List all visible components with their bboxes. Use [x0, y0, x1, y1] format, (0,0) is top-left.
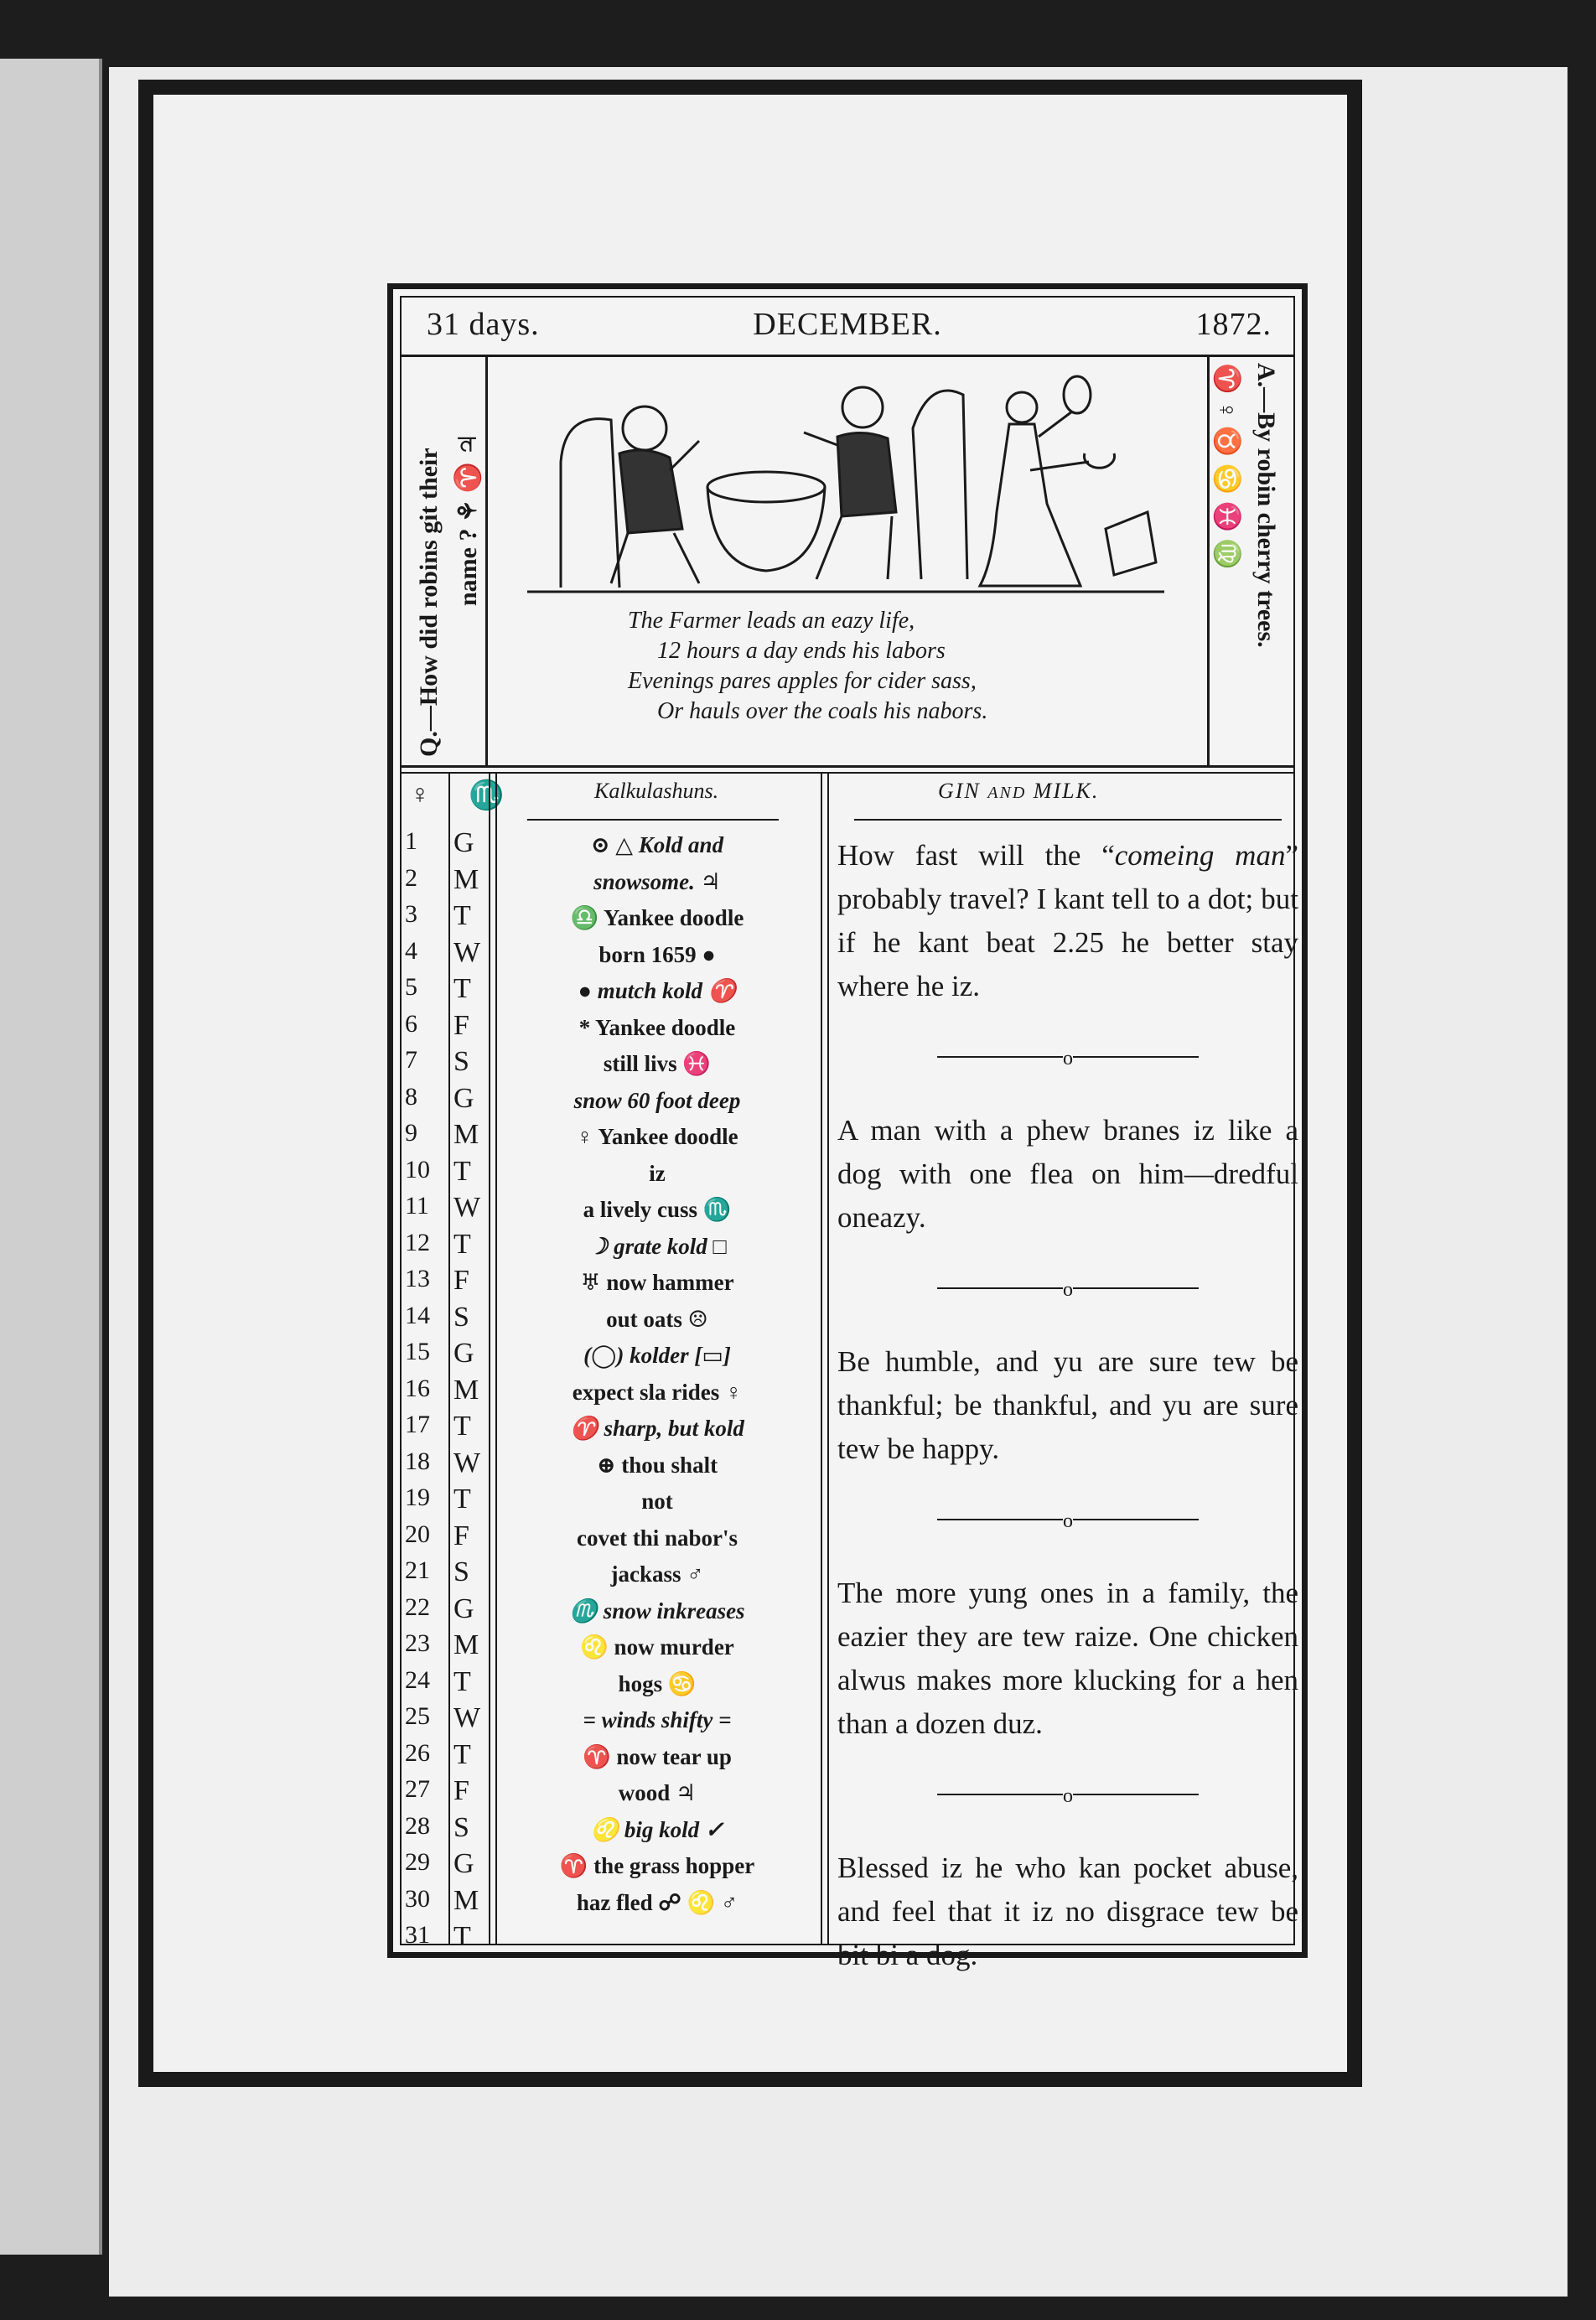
- day-number: 19: [405, 1484, 430, 1511]
- kalkulashun-line: covet thi nabor's: [577, 1525, 738, 1551]
- day-number: 10: [405, 1155, 430, 1183]
- kalkulashun-line: snow 60 foot deep: [573, 1087, 741, 1113]
- weekday-letter: T: [453, 1155, 471, 1187]
- table-rule: [402, 772, 1293, 774]
- column-divider: [821, 772, 822, 1944]
- day-number: 25: [405, 1702, 430, 1730]
- day-number: 26: [405, 1738, 430, 1767]
- weekday-letter: M: [453, 1884, 479, 1916]
- scorpio-sign-header: ♏: [469, 780, 505, 811]
- year: 1872.: [1195, 307, 1272, 342]
- venus-sign-header: ♀: [410, 779, 430, 809]
- weekday-letter: S: [453, 1811, 469, 1843]
- day-number: 1: [405, 827, 417, 855]
- paragraph-text: ” probably travel? I kant tell to a dot; but if he kant beat 2.25 he better stay where he iz.: [837, 839, 1298, 1002]
- weekday-letter: F: [453, 1009, 469, 1041]
- weekday-letter: S: [453, 1301, 469, 1333]
- separator: [837, 1774, 1298, 1818]
- day-number: 31: [405, 1921, 430, 1949]
- column-divider: [827, 772, 829, 1944]
- kalkulashun-line: ⊙ △ Kold and: [590, 832, 724, 857]
- table-rule: [402, 765, 1293, 768]
- day-number: 18: [405, 1447, 430, 1475]
- day-number: 7: [405, 1046, 417, 1074]
- weekday-letter: M: [453, 1374, 479, 1406]
- left-page-edge: [0, 59, 102, 2255]
- kalkulashun-line: still livs ♓: [603, 1051, 712, 1076]
- kalkulashun-line: ♀ Yankee doodle: [576, 1124, 738, 1149]
- kalkulashuns-header: Kalkulashuns.: [594, 779, 719, 803]
- question-text: Q.—How did robins git their: [415, 448, 443, 757]
- kalkulashun-line: ♅ now hammer: [580, 1270, 734, 1295]
- kalkulashun-line: ♈ the grass hopper: [559, 1853, 755, 1878]
- day-number: 20: [405, 1520, 430, 1548]
- engraving-illustration: [527, 361, 1164, 600]
- day-number: 4: [405, 936, 417, 965]
- weekday-letter: G: [453, 1082, 474, 1114]
- separator: [837, 1499, 1298, 1543]
- paragraph: A man with a phew branes iz like a dog with one flea on him—dredful oneazy.: [837, 1114, 1298, 1234]
- kalkulashuns-column: [502, 827, 812, 1921]
- separator-mark: o: [1063, 1048, 1073, 1069]
- kalkulashun-line: ♏ snow inkreases: [569, 1598, 745, 1623]
- separator-mark: o: [1063, 1510, 1073, 1532]
- kalkulashun-line: expect sla rides ♀: [572, 1379, 743, 1405]
- kalkulashun-line: ♈ sharp, but kold: [570, 1416, 744, 1441]
- paragraph-italic: comeing man: [1114, 839, 1286, 872]
- day-number: 15: [405, 1338, 430, 1365]
- weekday-letter: F: [453, 1520, 469, 1551]
- day-row: [402, 1918, 821, 1955]
- day-number: 28: [405, 1811, 430, 1840]
- weekday-letter: T: [453, 1228, 471, 1260]
- days-count: 31 days.: [427, 307, 540, 342]
- weekday-letter: S: [453, 1556, 469, 1587]
- day-number: 13: [405, 1265, 430, 1292]
- weekday-letter: G: [453, 1848, 474, 1879]
- verse: [485, 606, 1210, 727]
- gin-and-milk-text: [837, 834, 1298, 1977]
- verse-line: 12 hours a day ends his labors: [657, 638, 946, 664]
- gin-word: GIN: [938, 779, 981, 803]
- weekday-letter: T: [453, 1921, 471, 1952]
- weekday-letter: G: [453, 827, 474, 858]
- day-number: 8: [405, 1082, 417, 1111]
- verse-line: The Farmer leads an eazy life,: [628, 608, 915, 634]
- day-number: 3: [405, 900, 417, 928]
- header-rule: [527, 819, 779, 821]
- day-number: 9: [405, 1119, 417, 1147]
- separator: [837, 1268, 1298, 1312]
- kalkulashun-line: ♎ Yankee doodle: [570, 905, 744, 930]
- weekday-letter: T: [453, 1411, 471, 1442]
- paragraph-text: How fast will the “: [837, 839, 1115, 872]
- separator-mark: o: [1063, 1785, 1073, 1807]
- paragraph: [837, 834, 1298, 1008]
- day-number: 29: [405, 1848, 430, 1876]
- month-title: DECEMBER.: [753, 307, 942, 342]
- weekday-letter: M: [453, 1119, 479, 1150]
- verse-line: Evenings pares apples for cider sass,: [628, 668, 977, 694]
- paragraph: The more yung ones in a family, the eazier they are tew raize. One chicken alwus makes more klucking for a hen than a dozen duz.: [837, 1577, 1298, 1740]
- kalkulashun-line: ♈ now tear up: [583, 1743, 732, 1769]
- weekday-letter: M: [453, 1629, 479, 1660]
- weekday-letter: G: [453, 1592, 474, 1624]
- weekday-letter: G: [453, 1338, 474, 1369]
- day-number: 22: [405, 1592, 430, 1621]
- almanac-inner-border: [400, 296, 1298, 1971]
- milk-word: MILK.: [1033, 779, 1100, 803]
- almanac-box: [387, 283, 1308, 1971]
- kalkulashun-line: jackass ♂: [610, 1561, 704, 1587]
- kalkulashun-line: * Yankee doodle: [578, 1014, 736, 1040]
- kalkulashun-line: ♌ now murder: [580, 1634, 734, 1660]
- weekday-letter: T: [453, 1738, 471, 1770]
- day-number: 12: [405, 1228, 430, 1256]
- day-number: 6: [405, 1009, 417, 1038]
- gin-and-milk-header: [938, 779, 1099, 819]
- day-number: 21: [405, 1556, 430, 1584]
- separator-mark: o: [1063, 1279, 1073, 1301]
- kalkulashun-line: ♌ big kold ✓: [590, 1816, 724, 1842]
- kalkulashun-line: snowsome. ♃: [593, 868, 721, 894]
- day-number: 14: [405, 1301, 430, 1329]
- day-number: 23: [405, 1629, 430, 1657]
- weekday-letter: T: [453, 1665, 471, 1697]
- kalkulashun-line: ☽ grate kold □: [588, 1233, 727, 1259]
- day-number: 24: [405, 1665, 430, 1694]
- day-number: 16: [405, 1374, 430, 1402]
- weekday-letter: T: [453, 1484, 471, 1515]
- weekday-letter: T: [453, 900, 471, 931]
- header-rule: [854, 819, 1282, 821]
- kalkulashun-line: haz fled ☍ ♌ ♂: [576, 1889, 738, 1915]
- separator: [837, 1037, 1298, 1080]
- weekday-letter: W: [453, 936, 481, 968]
- weekday-letter: T: [453, 973, 471, 1004]
- weekday-letter: W: [453, 1702, 481, 1733]
- kalkulashun-line: ● mutch kold ♈: [578, 978, 737, 1003]
- kalkulashun-line: not: [641, 1489, 673, 1514]
- day-number: 27: [405, 1775, 430, 1803]
- day-number: 11: [405, 1192, 429, 1220]
- weekday-letter: W: [453, 1192, 481, 1223]
- day-number: 30: [405, 1884, 430, 1913]
- weekday-letter: F: [453, 1775, 469, 1806]
- engraving-area: [485, 355, 1210, 765]
- kalkulashun-line: born 1659 ●: [598, 941, 716, 967]
- kalkulashun-line: = winds shifty =: [583, 1707, 732, 1732]
- verse-line: Or hauls over the coals his nabors.: [657, 698, 988, 724]
- question-text-2: name ? ⚘ ♈ ♃: [454, 432, 482, 606]
- day-number: 2: [405, 863, 417, 892]
- weekday-letter: S: [453, 1046, 469, 1077]
- kalkulashun-line: out oats ☹: [606, 1306, 708, 1332]
- weekday-letter: M: [453, 863, 479, 895]
- kalkulashun-line: hogs ♋: [618, 1670, 697, 1696]
- weekday-letter: F: [453, 1265, 469, 1296]
- and-word: AND: [987, 784, 1027, 802]
- kalkulashun-line: wood ♃: [618, 1780, 697, 1805]
- kalkulashun-line: iz: [649, 1160, 666, 1186]
- day-number: 5: [405, 973, 417, 1001]
- answer-text: A.—By robin cherry trees.: [1252, 363, 1280, 648]
- weekday-letter: W: [453, 1447, 481, 1478]
- day-number: 17: [405, 1411, 430, 1438]
- answer-signs: ♈ ♀ ♉ ♋ ♓ ♍: [1213, 363, 1241, 570]
- almanac-header: [402, 298, 1293, 357]
- question-column: [402, 355, 488, 765]
- kalkulashun-line: ⊕ thou shalt: [596, 1452, 718, 1478]
- kalkulashun-line: (◯) kolder [▭]: [583, 1343, 731, 1368]
- paragraph: Be humble, and yu are sure tew be thankful; be thankful, and yu are sure tew be happy.: [837, 1345, 1298, 1465]
- paragraph: Blessed iz he who kan pocket abuse, and feel that it iz no disgrace tew be bit bi a dog.: [837, 1851, 1298, 1971]
- kalkulashun-line: a lively cuss ♏: [583, 1197, 732, 1222]
